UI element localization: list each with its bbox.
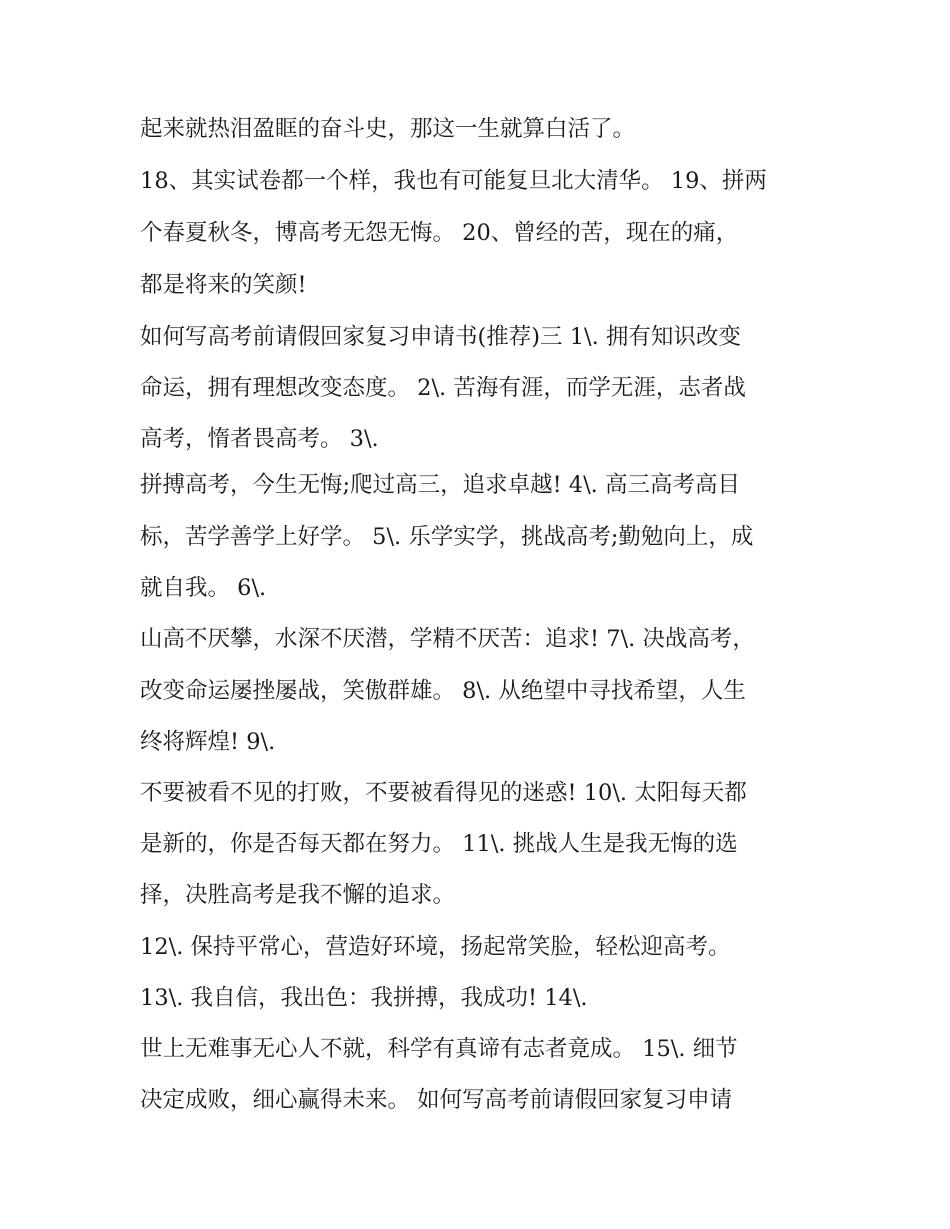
text-line: 改变命运屡挫屡战，笑傲群雄。 8\. 从绝望中寻找希望，人生 bbox=[140, 678, 746, 704]
text-line: 标，苦学善学上好学。 5\. 乐学实学，挑战高考;勤勉向上，成 bbox=[140, 524, 754, 550]
text-line: 是新的，你是否每天都在努力。 11\. 挑战人生是我无悔的选 bbox=[140, 831, 738, 857]
text-line: 个春夏秋冬，博高考无怨无悔。 20、曾经的苦，现在的痛， bbox=[140, 220, 739, 246]
text-line: 不要被看不见的打败，不要被看得见的迷惑! 10\. 太阳每天都 bbox=[140, 780, 747, 806]
text-line: 起来就热泪盈眶的奋斗史，那这一生就算白活了。 bbox=[140, 116, 636, 142]
text-line: 高考，惰者畏高考。 3\. bbox=[140, 426, 379, 452]
text-line: 世上无难事无心人不就，科学有真谛有志者竟成。 15\. 细节 bbox=[140, 1036, 738, 1062]
text-line: 拼搏高考，今生无悔;爬过高三，追求卓越! 4\. 高三高考高目 bbox=[140, 472, 740, 498]
text-line: 山高不厌攀，水深不厌潜，学精不厌苦：追求! 7\. 决战高考， bbox=[140, 626, 755, 652]
text-line: 如何写高考前请假回家复习申请书(推荐)三 1\. 拥有知识改变 bbox=[140, 324, 741, 350]
text-line: 终将辉煌! 9\. bbox=[140, 729, 276, 755]
text-line: 决定成败，细心赢得未来。 如何写高考前请假回家复习申请 bbox=[140, 1087, 733, 1113]
text-line: 择，决胜高考是我不懈的追求。 bbox=[140, 882, 456, 908]
text-line: 18、其实试卷都一个样，我也有可能复旦北大清华。 19、拼两 bbox=[140, 168, 767, 194]
text-line: 命运，拥有理想改变态度。 2\. 苦海有涯，而学无涯，志者战 bbox=[140, 375, 746, 401]
text-line: 12\. 保持平常心，营造好环境，扬起常笑脸，轻松迎高考。 bbox=[140, 934, 731, 960]
text-line: 13\. 我自信，我出色：我拼搏，我成功! 14\. bbox=[140, 985, 588, 1011]
text-line: 都是将来的笑颜! bbox=[140, 272, 307, 298]
text-line: 就自我。 6\. bbox=[140, 575, 267, 601]
